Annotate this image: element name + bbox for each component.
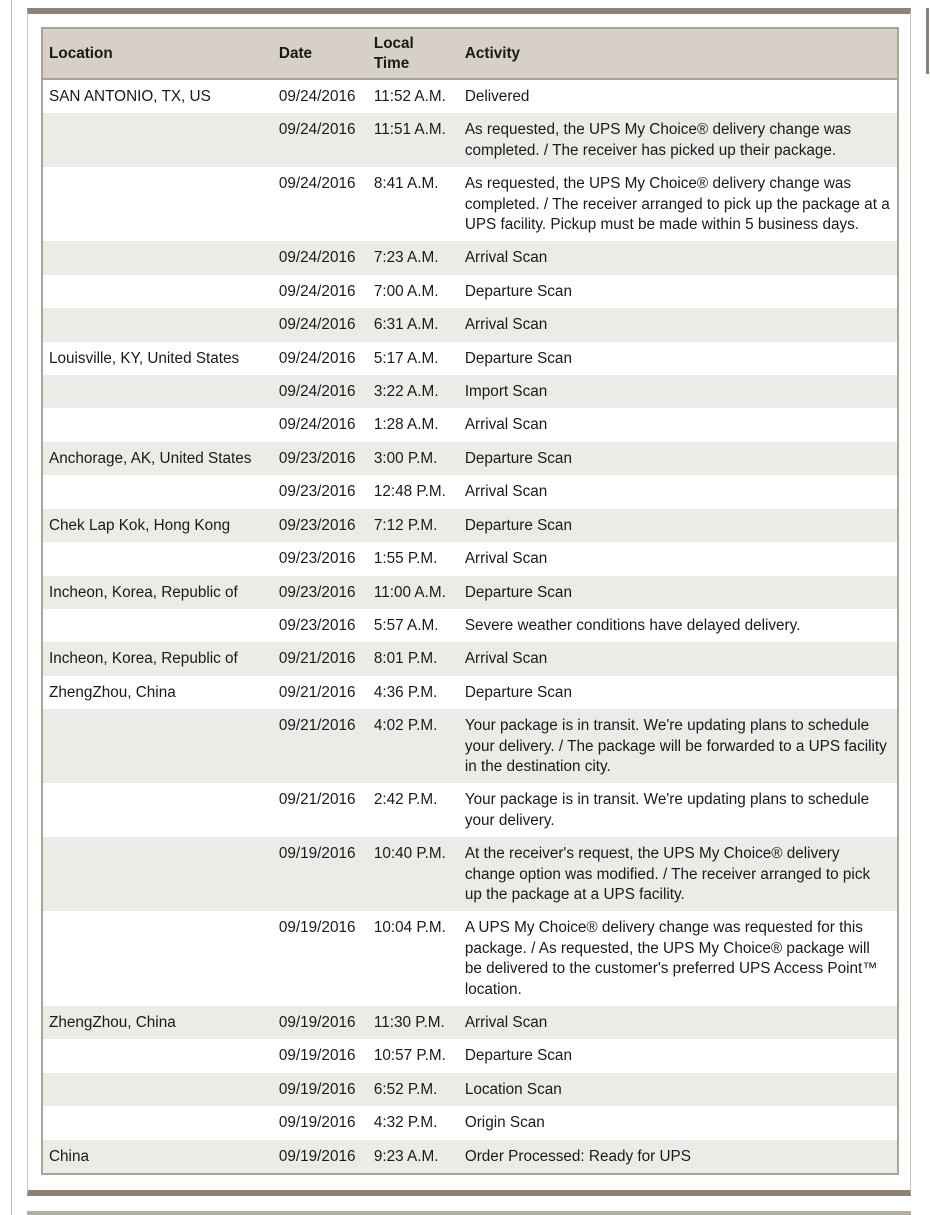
local-time-cell: 3:00 P.M. xyxy=(368,442,459,475)
local-time-cell: 1:28 A.M. xyxy=(368,408,459,441)
activity-cell: As requested, the UPS My Choice® delivery change was completed. / The receiver arranged to pick up the package at a UPS facility. Pickup must be made within 5 business days. xyxy=(459,167,898,241)
activity-cell: Origin Scan xyxy=(459,1106,898,1139)
table-row xyxy=(42,542,898,575)
table-row xyxy=(42,837,898,911)
activity-cell: Departure Scan xyxy=(459,509,898,542)
local-time-cell: 5:17 A.M. xyxy=(368,342,459,375)
local-time-cell: 7:00 A.M. xyxy=(368,275,459,308)
location-cell xyxy=(42,1073,273,1106)
local-time-cell: 7:12 P.M. xyxy=(368,509,459,542)
location-cell xyxy=(42,408,273,441)
location-cell xyxy=(42,475,273,508)
local-time-cell: 5:57 A.M. xyxy=(368,609,459,642)
date-cell: 09/24/2016 xyxy=(273,113,368,167)
activity-cell: Departure Scan xyxy=(459,342,898,375)
local-time-cell: 4:36 P.M. xyxy=(368,676,459,709)
location-cell: Anchorage, AK, United States xyxy=(42,442,273,475)
activity-cell: Arrival Scan xyxy=(459,475,898,508)
location-cell xyxy=(42,837,273,911)
activity-cell: A UPS My Choice® delivery change was requested for this package. / As requested, the UPS My Choice® package will be delivered to the customer's preferred UPS Access Point™ location. xyxy=(459,911,898,1006)
location-cell xyxy=(42,609,273,642)
column-header-activity: Activity xyxy=(459,28,898,79)
date-cell: 09/19/2016 xyxy=(273,1006,368,1039)
activity-cell: Arrival Scan xyxy=(459,308,898,341)
scrollbar-edge xyxy=(926,8,929,74)
table-row xyxy=(42,1039,898,1072)
location-cell: Louisville, KY, United States xyxy=(42,342,273,375)
table-row xyxy=(42,475,898,508)
date-cell: 09/24/2016 xyxy=(273,375,368,408)
date-cell: 09/24/2016 xyxy=(273,275,368,308)
table-row xyxy=(42,609,898,642)
date-cell: 09/21/2016 xyxy=(273,642,368,675)
left-divider xyxy=(11,0,12,1215)
table-row xyxy=(42,375,898,408)
date-cell: 09/23/2016 xyxy=(273,509,368,542)
date-cell: 09/19/2016 xyxy=(273,1140,368,1174)
location-cell xyxy=(42,1106,273,1139)
activity-cell: Your package is in transit. We're updating plans to schedule your delivery. xyxy=(459,783,898,837)
date-cell: 09/23/2016 xyxy=(273,475,368,508)
local-time-cell: 11:52 A.M. xyxy=(368,79,459,113)
date-cell: 09/24/2016 xyxy=(273,241,368,274)
activity-cell: Location Scan xyxy=(459,1073,898,1106)
table-row xyxy=(42,1140,898,1174)
location-cell xyxy=(42,275,273,308)
activity-cell: Your package is in transit. We're updating plans to schedule your delivery. / The package will be forwarded to a UPS facility in the destination city. xyxy=(459,709,898,783)
local-time-cell: 10:57 P.M. xyxy=(368,1039,459,1072)
table-row xyxy=(42,1006,898,1039)
date-cell: 09/24/2016 xyxy=(273,167,368,241)
local-time-cell: 3:22 A.M. xyxy=(368,375,459,408)
table-row xyxy=(42,275,898,308)
shipment-activity-table xyxy=(41,27,899,1175)
table-header-row xyxy=(42,28,898,79)
date-cell: 09/23/2016 xyxy=(273,442,368,475)
activity-cell: Departure Scan xyxy=(459,442,898,475)
date-cell: 09/21/2016 xyxy=(273,709,368,783)
date-cell: 09/23/2016 xyxy=(273,542,368,575)
local-time-cell: 10:04 P.M. xyxy=(368,911,459,1006)
table-row xyxy=(42,783,898,837)
date-cell: 09/24/2016 xyxy=(273,308,368,341)
location-cell: SAN ANTONIO, TX, US xyxy=(42,79,273,113)
shipment-progress-panel xyxy=(27,8,911,1196)
location-cell xyxy=(42,542,273,575)
local-time-cell: 8:01 P.M. xyxy=(368,642,459,675)
table-row xyxy=(42,308,898,341)
activity-cell: Arrival Scan xyxy=(459,542,898,575)
activity-cell: Arrival Scan xyxy=(459,642,898,675)
location-cell: Incheon, Korea, Republic of xyxy=(42,576,273,609)
table-row xyxy=(42,709,898,783)
activity-cell: Departure Scan xyxy=(459,576,898,609)
table-row xyxy=(42,1073,898,1106)
location-cell xyxy=(42,1039,273,1072)
bottom-divider xyxy=(27,1211,911,1215)
column-header-local-time-line2: Time xyxy=(373,54,410,72)
local-time-cell: 6:52 P.M. xyxy=(368,1073,459,1106)
table-row xyxy=(42,509,898,542)
table-row xyxy=(42,442,898,475)
column-header-local-time xyxy=(368,28,459,79)
activity-cell: At the receiver's request, the UPS My Choice® delivery change option was modified. / The receiver arranged to pick up the package at a UPS facility. xyxy=(459,837,898,911)
table-row xyxy=(42,113,898,167)
date-cell: 09/23/2016 xyxy=(273,576,368,609)
location-cell: Chek Lap Kok, Hong Kong xyxy=(42,509,273,542)
location-cell xyxy=(42,308,273,341)
local-time-cell: 11:51 A.M. xyxy=(368,113,459,167)
table-row xyxy=(42,1106,898,1139)
date-cell: 09/24/2016 xyxy=(273,79,368,113)
location-cell: China xyxy=(42,1140,273,1174)
date-cell: 09/19/2016 xyxy=(273,1106,368,1139)
column-header-date: Date xyxy=(273,28,368,79)
location-cell xyxy=(42,709,273,783)
activity-cell: Departure Scan xyxy=(459,275,898,308)
activity-cell: As requested, the UPS My Choice® delivery change was completed. / The receiver has picked up their package. xyxy=(459,113,898,167)
table-row xyxy=(42,911,898,1006)
date-cell: 09/19/2016 xyxy=(273,911,368,1006)
activity-cell: Severe weather conditions have delayed delivery. xyxy=(459,609,898,642)
location-cell: ZhengZhou, China xyxy=(42,676,273,709)
local-time-cell: 11:30 P.M. xyxy=(368,1006,459,1039)
table-row xyxy=(42,79,898,113)
date-cell: 09/19/2016 xyxy=(273,1039,368,1072)
local-time-cell: 2:42 P.M. xyxy=(368,783,459,837)
column-header-local-time-line1: Local xyxy=(373,34,414,52)
activity-cell: Arrival Scan xyxy=(459,241,898,274)
column-header-location: Location xyxy=(42,28,273,79)
date-cell: 09/23/2016 xyxy=(273,609,368,642)
location-cell xyxy=(42,167,273,241)
date-cell: 09/24/2016 xyxy=(273,408,368,441)
table-row xyxy=(42,241,898,274)
table-body xyxy=(42,79,898,1174)
local-time-cell: 7:23 A.M. xyxy=(368,241,459,274)
activity-cell: Departure Scan xyxy=(459,676,898,709)
location-cell xyxy=(42,113,273,167)
table-row xyxy=(42,676,898,709)
local-time-cell: 9:23 A.M. xyxy=(368,1140,459,1174)
activity-cell: Delivered xyxy=(459,79,898,113)
local-time-cell: 10:40 P.M. xyxy=(368,837,459,911)
date-cell: 09/21/2016 xyxy=(273,783,368,837)
table-row xyxy=(42,408,898,441)
activity-cell: Departure Scan xyxy=(459,1039,898,1072)
activity-cell: Import Scan xyxy=(459,375,898,408)
activity-cell: Arrival Scan xyxy=(459,408,898,441)
table-row xyxy=(42,342,898,375)
location-cell: Incheon, Korea, Republic of xyxy=(42,642,273,675)
local-time-cell: 12:48 P.M. xyxy=(368,475,459,508)
location-cell xyxy=(42,911,273,1006)
location-cell: ZhengZhou, China xyxy=(42,1006,273,1039)
local-time-cell: 6:31 A.M. xyxy=(368,308,459,341)
location-cell xyxy=(42,241,273,274)
table-row xyxy=(42,576,898,609)
table-row xyxy=(42,642,898,675)
local-time-cell: 11:00 A.M. xyxy=(368,576,459,609)
activity-cell: Order Processed: Ready for UPS xyxy=(459,1140,898,1174)
location-cell xyxy=(42,783,273,837)
table-row xyxy=(42,167,898,241)
local-time-cell: 4:02 P.M. xyxy=(368,709,459,783)
date-cell: 09/21/2016 xyxy=(273,676,368,709)
date-cell: 09/24/2016 xyxy=(273,342,368,375)
local-time-cell: 1:55 P.M. xyxy=(368,542,459,575)
activity-cell: Arrival Scan xyxy=(459,1006,898,1039)
location-cell xyxy=(42,375,273,408)
date-cell: 09/19/2016 xyxy=(273,1073,368,1106)
local-time-cell: 8:41 A.M. xyxy=(368,167,459,241)
date-cell: 09/19/2016 xyxy=(273,837,368,911)
local-time-cell: 4:32 P.M. xyxy=(368,1106,459,1139)
